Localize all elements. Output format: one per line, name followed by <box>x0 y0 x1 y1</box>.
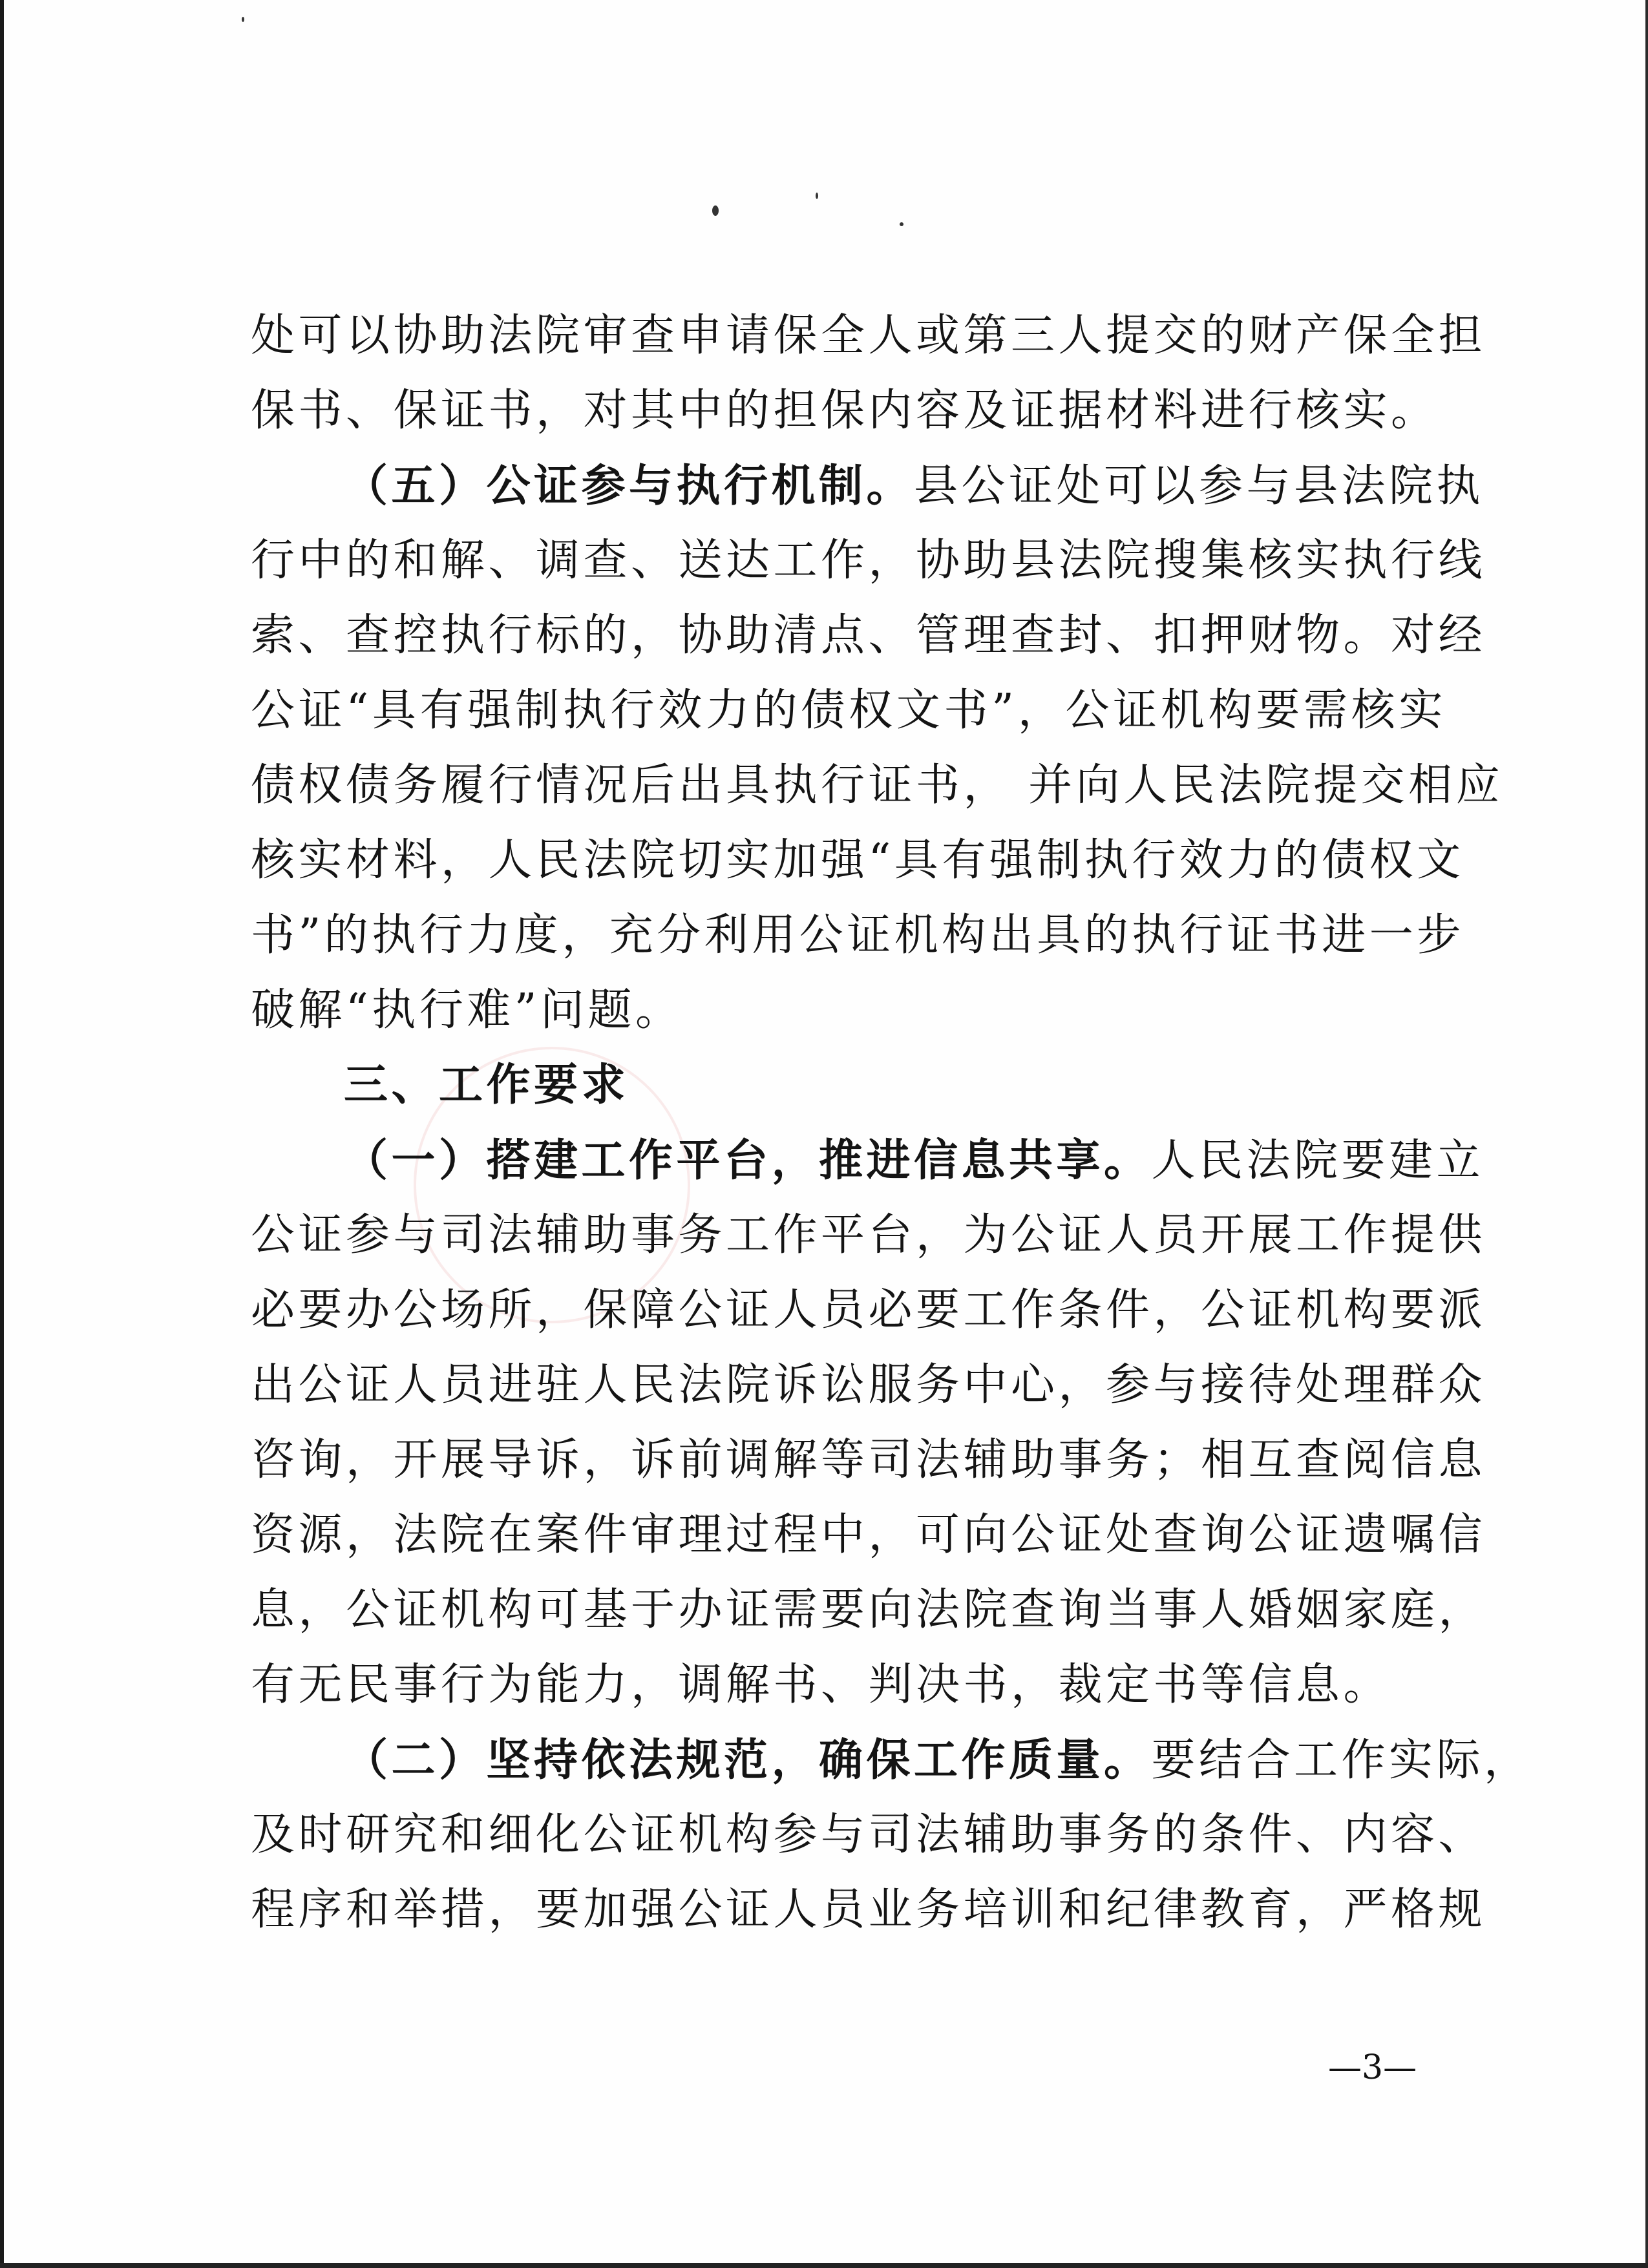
body-text <box>251 299 1532 1948</box>
line-text: 保书、保证书，对其中的担保内容及证据材料进行核实。 <box>251 385 1439 436</box>
line-text: 资源，法院在案件审理过程中，可向公证处查询公证遗嘱信 <box>251 1509 1486 1560</box>
line-text: 索、查控执行标的，协助清点、管理查封、扣押财物。对经 <box>251 610 1486 661</box>
text-line <box>251 1573 1486 1648</box>
text-line <box>251 1423 1486 1498</box>
text-line <box>251 748 1504 823</box>
line-text: 破解“执行难”问题。 <box>251 985 683 1036</box>
text-line <box>251 673 1446 748</box>
line-text: 要结合工作实际， <box>1151 1735 1532 1786</box>
text-line <box>251 523 1486 598</box>
text-line <box>251 299 1486 373</box>
paragraph-lead: （二）坚持依法规范，确保工作质量。 <box>344 1734 1152 1786</box>
line-text: 书”的执行力度，充分利用公证机构出具的执行证书进一步 <box>251 910 1464 961</box>
line-text: 核实材料，人民法院切实加强“具有强制执行效力的债权文 <box>251 835 1464 886</box>
paragraph-lead: （一）搭建工作平台，推进信息共享。 <box>344 1135 1152 1186</box>
scan-speck <box>816 193 818 199</box>
text-line <box>251 1048 1446 1123</box>
line-text: 咨询，开展导诉，诉前调解等司法辅助事务；相互查阅信息 <box>251 1434 1486 1486</box>
text-line <box>251 823 1464 898</box>
line-text: 人民法院要建立 <box>1151 1135 1484 1186</box>
line-text: 及时研究和细化公证机构参与司法辅助事务的条件、内容、 <box>251 1809 1486 1860</box>
line-text: 公证参与司法辅助事务工作平台，为公证人员开展工作提供 <box>251 1210 1486 1261</box>
line-text: 出公证人员进驻人民法院诉讼服务中心，参与接待处理群众 <box>251 1360 1486 1411</box>
scan-speck <box>900 222 903 226</box>
paragraph-lead: （五）公证参与执行机制。 <box>344 460 914 512</box>
text-line <box>251 898 1464 973</box>
scan-edge-bottom <box>0 2263 1648 2268</box>
scan-edge-right <box>1645 0 1648 2268</box>
text-line <box>251 1198 1486 1273</box>
text-line <box>251 973 1446 1048</box>
line-text: 县公证处可以参与县法院执 <box>914 461 1484 512</box>
text-line <box>251 1348 1486 1423</box>
line-text: 息，公证机构可基于办证需要向法院查询当事人婚姻家庭， <box>251 1584 1486 1635</box>
text-line <box>251 1648 1446 1723</box>
page-number: —3— <box>1328 2048 1417 2087</box>
line-text: 行中的和解、调查、送达工作，协助县法院搜集核实执行线 <box>251 535 1486 586</box>
text-line <box>251 373 1446 448</box>
line-text: 处可以协助法院审查申请保全人或第三人提交的财产保全担 <box>251 310 1486 361</box>
text-line <box>251 1123 1484 1198</box>
text-line <box>251 1498 1486 1573</box>
text-line <box>251 1723 1532 1798</box>
scan-speck <box>712 205 719 216</box>
text-line <box>251 598 1486 673</box>
line-text: 债权债务履行情况后出具执行证书， 并向人民法院提交相应 <box>251 760 1504 811</box>
text-line <box>251 1798 1486 1873</box>
text-line <box>251 1273 1486 1348</box>
text-line <box>251 1873 1486 1948</box>
text-line <box>251 448 1484 523</box>
line-text: 有无民事行为能力，调解书、判决书，裁定书等信息。 <box>251 1659 1391 1710</box>
line-text: 必要办公场所，保障公证人员必要工作条件，公证机构要派 <box>251 1285 1486 1336</box>
scan-edge-left <box>0 0 4 2268</box>
section-heading: 三、工作要求 <box>344 1060 629 1111</box>
line-text: 程序和举措，要加强公证人员业务培训和纪律教育，严格规 <box>251 1884 1486 1935</box>
scan-speck <box>242 17 244 22</box>
line-text: 公证“具有强制执行效力的债权文书”，公证机构要需核实 <box>251 685 1446 736</box>
